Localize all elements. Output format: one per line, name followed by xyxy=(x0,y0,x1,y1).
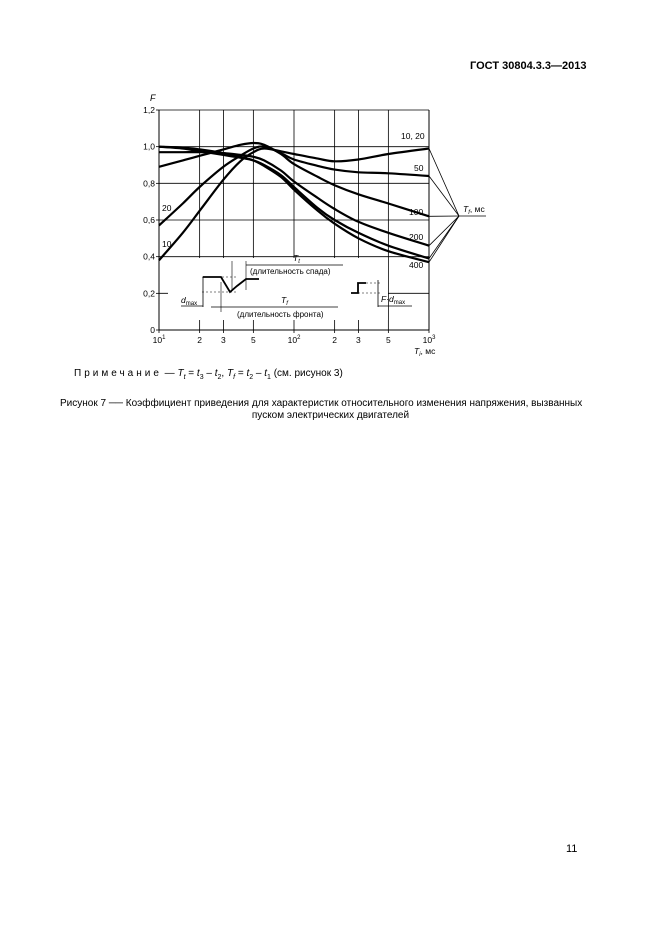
inset-tf-caption: (длительность фронта) xyxy=(237,310,324,319)
series-label-right-50: 50 xyxy=(414,163,424,173)
document-code: ГОСТ 30804.3.3—2013 xyxy=(470,60,587,72)
note-formula-text: = xyxy=(185,368,197,379)
note-formula xyxy=(162,368,343,379)
note-formula-variable: t xyxy=(214,368,218,379)
connector-line-100 xyxy=(429,216,459,246)
series-label-right-100: 100 xyxy=(409,207,424,217)
note-formula-variable: t xyxy=(264,368,268,379)
y-tick-label: 0,4 xyxy=(143,251,155,262)
page-number: 11 xyxy=(566,843,578,855)
x-tick-labels xyxy=(153,335,436,345)
note-formula-subscript: 2 xyxy=(217,374,222,381)
note-formula-variable: T xyxy=(226,368,234,379)
x-tick-label: 5 xyxy=(250,335,256,345)
x-tick-label: 3 xyxy=(221,335,226,345)
series-label-right-10-20: 10, 20 xyxy=(401,131,425,141)
y-tick-label: 1,0 xyxy=(143,141,155,152)
note-formula-text: (см. рисунок 3) xyxy=(270,368,343,379)
note-formula-subscript: f xyxy=(233,374,236,381)
x-tick-label: 2 xyxy=(197,335,203,345)
figure-note xyxy=(74,368,343,381)
y-tick-label: 0,2 xyxy=(143,288,155,299)
note-formula-subscript: t xyxy=(183,374,186,381)
y-tick-label: 0,6 xyxy=(143,215,155,225)
connector-line-400 xyxy=(429,216,459,262)
note-formula-text: – xyxy=(253,368,265,379)
x-tick-label: 5 xyxy=(385,335,391,345)
right-tf-label: $T_f$, мс xyxy=(463,204,485,216)
series-label-right-200: 200 xyxy=(409,232,424,242)
caption-line-2: пуском электрических двигателей xyxy=(251,410,410,421)
note-formula-variable: t xyxy=(196,368,200,379)
x-tick-label: $10^2$ xyxy=(287,335,301,345)
y-tick-label: 1,2 xyxy=(143,105,155,115)
inset-tf-label: $T_f$ xyxy=(281,295,288,307)
series-label-left-20: 20 xyxy=(162,203,172,213)
y-tick-labels xyxy=(143,105,155,335)
y-tick-label: 0,8 xyxy=(143,178,155,189)
inset-tt-caption: (длительность спада) xyxy=(250,267,331,276)
note-formula-text: , xyxy=(221,368,227,379)
y-axis-label: F xyxy=(150,93,156,103)
note-formula-text: – xyxy=(203,368,215,379)
x-tick-label: 3 xyxy=(356,335,361,345)
caption-line-1: Рисунок 7 ── Коэффициент приведения для характеристик относительного изменения напряжения, вызванных xyxy=(60,398,583,409)
note-formula-subscript: 2 xyxy=(249,374,254,381)
note-formula-text: — xyxy=(161,368,178,379)
waveform-inset xyxy=(168,253,412,320)
relative-voltage-factor-chart xyxy=(0,0,661,400)
x-tick-label: $10^1$ xyxy=(152,335,166,345)
inset-fdmax-label: $F\cdot d_{max}$ xyxy=(381,294,406,306)
y-tick-label: 0 xyxy=(150,325,155,335)
note-prefix: Примечание xyxy=(74,368,162,379)
series-label-right-400: 400 xyxy=(409,260,424,270)
note-formula-subscript: 3 xyxy=(199,374,204,381)
inset-tt-label: $T_t$ xyxy=(293,253,300,265)
x-axis-label: $T_i$, мс xyxy=(414,346,436,358)
x-tick-label: $10^3$ xyxy=(422,335,436,345)
series-label-left-10: 10 xyxy=(162,239,172,249)
figure-caption xyxy=(60,398,601,422)
note-formula-variable: t xyxy=(246,368,250,379)
x-tick-label: 2 xyxy=(332,335,338,345)
inset-dmax-label: $d_{max}$ xyxy=(181,295,198,307)
note-formula-subscript: 1 xyxy=(267,374,271,381)
note-formula-text: = xyxy=(235,368,247,379)
note-formula-variable: T xyxy=(177,368,184,379)
